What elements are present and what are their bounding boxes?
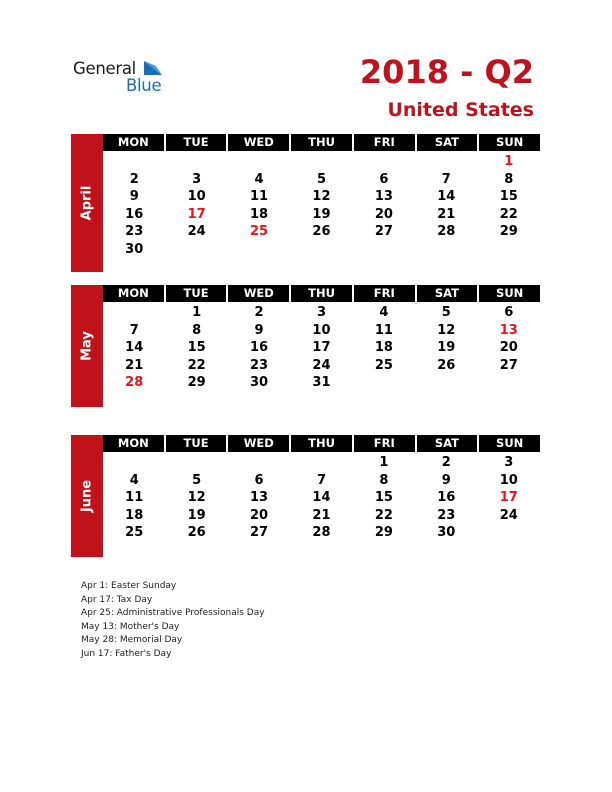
weekday-header (103, 435, 540, 452)
day-cell: 9 (441, 472, 451, 488)
week-row (103, 339, 540, 357)
day-cell: 2 (441, 455, 451, 470)
empty-day-cell (165, 454, 227, 472)
logo-text-blue: Blue (126, 76, 162, 95)
day-grid (103, 304, 540, 392)
holiday-item: Apr 17: Tax Day (81, 594, 153, 605)
day-cell: 22 (187, 357, 206, 373)
empty-day-cell (103, 304, 165, 322)
day-cell: 21 (125, 357, 144, 373)
day-cell: 14 (312, 490, 331, 506)
day-cell: 7 (316, 472, 326, 488)
weekday-thu: THU (291, 134, 352, 151)
week-row (103, 171, 540, 189)
holiday-item: Apr 1: Easter Sunday (81, 581, 177, 591)
day-cell: 26 (187, 525, 206, 541)
weekday-thu: THU (291, 285, 352, 302)
day-cell: 18 (374, 340, 393, 356)
day-cell: 10 (312, 322, 331, 338)
weekday-mon: MON (103, 134, 164, 151)
page-title: 2018 - Q2 (359, 53, 534, 91)
day-cell: 4 (379, 305, 389, 320)
week-row (103, 241, 540, 259)
weekday-sun: SUN (479, 285, 540, 302)
day-cell: 11 (374, 322, 393, 338)
empty-day-cell (290, 241, 352, 259)
week-row (103, 374, 540, 392)
day-cell: 16 (437, 490, 456, 506)
empty-day-cell (353, 241, 415, 259)
day-cell: 27 (499, 357, 518, 373)
day-cell: 6 (504, 305, 514, 320)
day-cell: 26 (312, 224, 331, 240)
week-row (103, 357, 540, 375)
day-cell: 1 (379, 455, 389, 470)
day-cell: 19 (437, 340, 456, 356)
day-cell: 25 (125, 525, 144, 541)
day-cell: 9 (254, 322, 264, 338)
day-cell: 21 (312, 507, 331, 523)
day-cell: 24 (499, 507, 518, 523)
week-row (103, 188, 540, 206)
day-cell: 10 (187, 189, 206, 205)
day-cell: 17 (499, 490, 518, 506)
day-cell: 17 (312, 340, 331, 356)
day-cell: 18 (125, 507, 144, 523)
day-cell: 19 (187, 507, 206, 523)
day-cell: 2 (254, 305, 264, 320)
day-cell: 13 (374, 189, 393, 205)
day-cell: 4 (254, 171, 264, 187)
weekday-tue: TUE (166, 285, 227, 302)
day-cell: 23 (437, 507, 456, 523)
day-cell: 15 (374, 490, 393, 506)
day-cell: 3 (316, 305, 326, 320)
empty-day-cell (165, 241, 227, 259)
empty-day-cell (103, 153, 165, 171)
weekday-wed: WED (228, 134, 289, 151)
day-cell: 13 (499, 322, 518, 338)
empty-day-cell (415, 241, 477, 259)
empty-day-cell (228, 153, 290, 171)
week-row (103, 454, 540, 472)
holiday-item: May 28: Memorial Day (81, 635, 183, 645)
weekday-tue: TUE (166, 435, 227, 452)
day-cell: 20 (499, 340, 518, 356)
weekday-sun: SUN (479, 435, 540, 452)
day-cell: 12 (187, 490, 206, 506)
day-cell: 26 (437, 357, 456, 373)
day-cell: 12 (437, 322, 456, 338)
day-cell: 3 (504, 455, 514, 470)
day-cell: 11 (125, 490, 144, 506)
day-cell: 28 (312, 525, 331, 541)
country-title: United States (387, 99, 534, 121)
weekday-sat: SAT (417, 435, 478, 452)
empty-day-cell (478, 374, 540, 392)
week-row (103, 153, 540, 171)
day-cell: 1 (192, 305, 202, 320)
day-cell: 9 (129, 189, 139, 205)
empty-day-cell (228, 454, 290, 472)
weekday-sat: SAT (417, 285, 478, 302)
day-cell: 29 (187, 375, 206, 391)
day-cell: 30 (437, 525, 456, 541)
holiday-list (81, 580, 265, 661)
empty-day-cell (415, 374, 477, 392)
month-sidebar (71, 134, 103, 272)
weekday-fri: FRI (354, 285, 415, 302)
month-label: April (79, 185, 95, 221)
week-row (103, 304, 540, 322)
week-row (103, 322, 540, 340)
day-cell: 17 (187, 206, 206, 222)
weekday-thu: THU (291, 435, 352, 452)
day-cell: 18 (250, 206, 269, 222)
logo-triangle-icon (142, 61, 164, 77)
empty-day-cell (478, 241, 540, 259)
day-cell: 25 (374, 357, 393, 373)
day-cell: 7 (441, 171, 451, 187)
day-cell: 24 (312, 357, 331, 373)
day-cell: 4 (129, 472, 139, 488)
week-row (103, 507, 540, 525)
day-cell: 28 (437, 224, 456, 240)
day-cell: 5 (316, 171, 326, 187)
day-cell: 20 (250, 507, 269, 523)
empty-day-cell (478, 524, 540, 542)
weekday-mon: MON (103, 285, 164, 302)
empty-day-cell (290, 153, 352, 171)
day-cell: 16 (125, 206, 144, 222)
weekday-fri: FRI (354, 134, 415, 151)
weekday-fri: FRI (354, 435, 415, 452)
day-cell: 29 (374, 525, 393, 541)
day-cell: 12 (312, 189, 331, 205)
day-cell: 7 (129, 322, 139, 338)
weekday-wed: WED (228, 285, 289, 302)
week-row (103, 524, 540, 542)
day-cell: 27 (250, 525, 269, 541)
day-cell: 5 (441, 305, 451, 320)
logo-text-general: General (73, 59, 136, 78)
day-cell: 11 (250, 189, 269, 205)
day-cell: 30 (125, 241, 144, 257)
weekday-header (103, 285, 540, 302)
day-cell: 29 (499, 224, 518, 240)
day-cell: 28 (125, 375, 144, 391)
day-grid (103, 454, 540, 542)
week-row (103, 206, 540, 224)
day-cell: 8 (379, 472, 389, 488)
empty-day-cell (415, 153, 477, 171)
week-row (103, 223, 540, 241)
empty-day-cell (228, 241, 290, 259)
day-cell: 2 (129, 171, 139, 187)
holiday-item: Jun 17: Father's Day (81, 648, 172, 659)
week-row (103, 489, 540, 507)
empty-day-cell (353, 153, 415, 171)
day-cell: 22 (499, 206, 518, 222)
weekday-sat: SAT (417, 134, 478, 151)
weekday-tue: TUE (166, 134, 227, 151)
day-grid (103, 153, 540, 259)
empty-day-cell (165, 153, 227, 171)
day-cell: 14 (125, 340, 144, 356)
day-cell: 10 (499, 472, 518, 488)
month-sidebar (71, 285, 103, 407)
day-cell: 25 (250, 224, 269, 240)
generalblue-logo (73, 59, 173, 95)
day-cell: 16 (250, 340, 269, 356)
day-cell: 14 (437, 189, 456, 205)
empty-day-cell (353, 374, 415, 392)
day-cell: 15 (499, 189, 518, 205)
day-cell: 8 (192, 322, 202, 338)
day-cell: 13 (250, 490, 269, 506)
month-block-june (71, 435, 540, 557)
empty-day-cell (103, 454, 165, 472)
day-cell: 22 (374, 507, 393, 523)
weekday-mon: MON (103, 435, 164, 452)
month-block-april (71, 134, 540, 272)
week-row (103, 472, 540, 490)
holiday-item: May 13: Mother's Day (81, 621, 180, 632)
day-cell: 23 (125, 224, 144, 240)
day-cell: 8 (504, 171, 514, 187)
day-cell: 20 (374, 206, 393, 222)
day-cell: 21 (437, 206, 456, 222)
day-cell: 1 (504, 154, 514, 169)
day-cell: 31 (312, 375, 331, 391)
day-cell: 19 (312, 206, 331, 222)
weekday-wed: WED (228, 435, 289, 452)
month-sidebar (71, 435, 103, 557)
day-cell: 30 (250, 375, 269, 391)
day-cell: 24 (187, 224, 206, 240)
month-label: May (79, 331, 95, 361)
empty-day-cell (290, 454, 352, 472)
weekday-header (103, 134, 540, 151)
month-label: June (79, 479, 95, 513)
weekday-sun: SUN (479, 134, 540, 151)
day-cell: 23 (250, 357, 269, 373)
month-block-may (71, 285, 540, 407)
day-cell: 6 (254, 472, 264, 488)
day-cell: 6 (379, 171, 389, 187)
day-cell: 5 (192, 472, 202, 488)
day-cell: 15 (187, 340, 206, 356)
day-cell: 3 (192, 171, 202, 187)
holiday-item: Apr 25: Administrative Professionals Day (81, 608, 265, 618)
day-cell: 27 (374, 224, 393, 240)
